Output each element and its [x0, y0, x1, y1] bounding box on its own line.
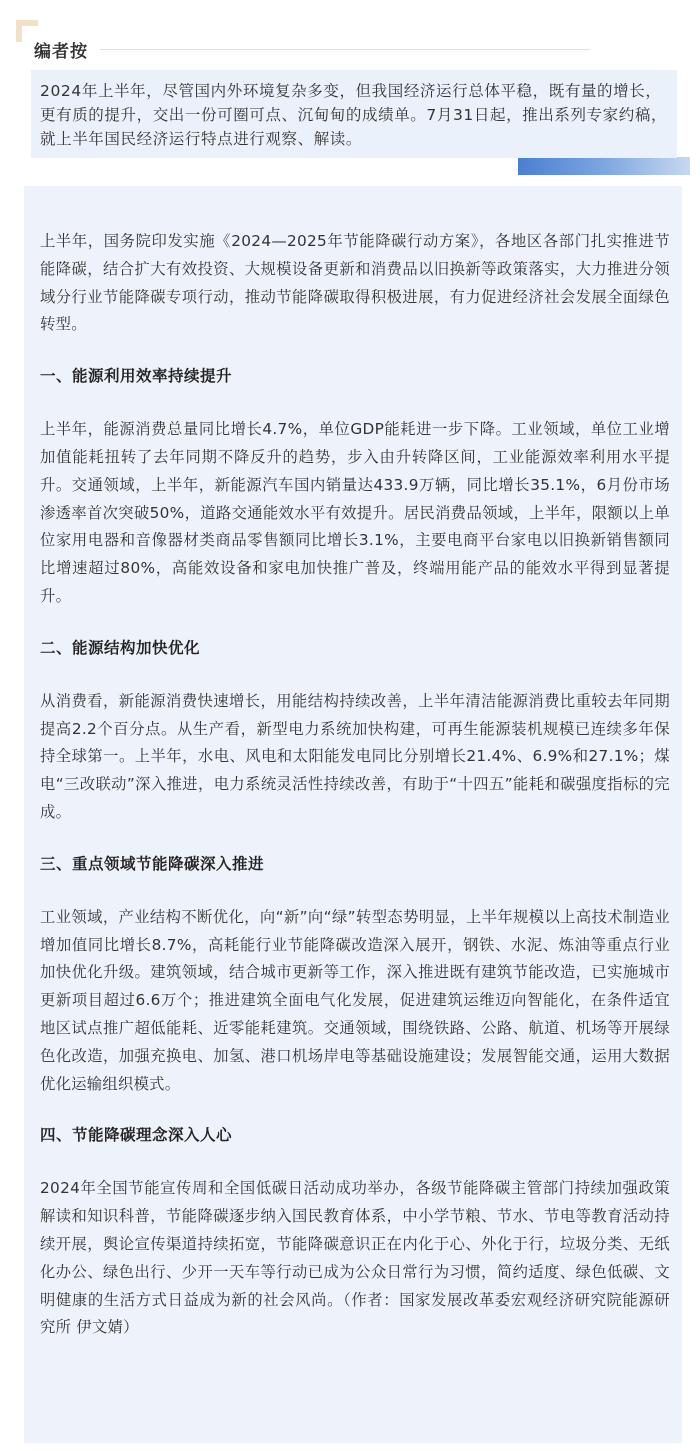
- intro-paragraph: 上半年，国务院印发实施《2024—2025年节能降碳行动方案》，各地区各部门扎实推进节能降碳，结合扩大有效投资、大规模设备更新和消费品以旧换新等政策落实，大力推进分领域分行业节能降碳专项行动，推动节能降碳取得积极进展，有力促进经济社会发展全面绿色转型。: [40, 232, 670, 334]
- section-body-1: 上半年，能源消费总量同比增长4.7%，单位GDP能耗进一步下降。工业领域，单位工业增加值能耗扭转了去年同期不降反升的趋势，步入由升转降区间，工业能源效率利用水平提升。交通领域，上半年，新能源汽车国内销量达433.9万辆，同比增长35.1%，6月份市场渗透率首次突破50%，道路交通能效水平有效提升。居民消费品领域，上半年，限额以上单位家用电器和音像器材类商品零售额同比增长3.1%，主要电商平台家电以旧换新销售额同比增速超过80%，高能效设备和家电加快推广普及，终端用能产品的能效水平得到显著提升。: [40, 420, 670, 605]
- section-heading-1: 一、能源利用效率持续提升: [40, 367, 233, 386]
- editor-note-title: 编者按: [34, 42, 88, 62]
- title-divider: [100, 49, 590, 50]
- editor-note-box: [31, 70, 677, 158]
- section-body-4: 2024年全国节能宣传周和全国低碳日活动成功举办，各级节能降碳主管部门持续加强政策解读和知识科普，节能降碳逐步纳入国民教育体系，中小学节粮、节水、节电等教育活动持续开展，舆论宣传渠道持续拓宽，节能降碳意识正在内化于心、外化于行，垃圾分类、无纸化办公、绿色出行、少开一天车等行动已成为公众日常行为习惯，简约适度、绿色低碳、文明健康的生活方式日益成为新的社会风尚。（作者：国家发展改革委宏观经济研究院能源研究所 伊文婧）: [40, 1179, 670, 1337]
- section-body-3: 工业领域，产业结构不断优化，向“新”向“绿”转型态势明显，上半年规模以上高技术制造业增加值同比增长8.7%，高耗能行业节能降碳改造深入展开，钢铁、水泥、炼油等重点行业加快优化升级。建筑领域，结合城市更新等工作，深入推进既有建筑节能改造，已实施城市更新项目超过6.6万个；推进建筑全面电气化发展，促进建筑运维迈向智能化，在条件适宜地区试点推广超低能耗、近零能耗建筑。交通领域，围绕铁路、公路、航道、机场等开展绿色化改造，加强充换电、加氢、港口机场岸电等基础设施建设；发展智能交通，运用大数据优化运输组织模式。: [40, 907, 670, 1093]
- section-body-2: 从消费看，新能源消费快速增长，用能结构持续改善，上半年清洁能源消费比重较去年同期提高2.2个百分点。从生产看，新型电力系统加快构建，可再生能源装机规模已连续多年保持全球第一。上半年，水电、风电和太阳能发电同比分别增长21.4%、6.9%和27.1%；煤电“三改联动”深入推进，电力系统灵活性持续改善，有助于“十四五”能耗和碳强度指标的完成。: [40, 691, 670, 821]
- note-accent-bar: [518, 157, 690, 175]
- section-heading-3: 三、重点领域节能降碳深入推进: [40, 854, 265, 873]
- editor-note-text: 2024年上半年，尽管国内外环境复杂多变，但我国经济运行总体平稳，既有量的增长，更有质的提升，交出一份可圈可点、沉甸甸的成绩单。7月31日起，推出系列专家约稿，就上半年国民经济运行特点进行观察、解读。: [40, 82, 668, 148]
- section-heading-4: 四、节能降碳理念深入人心: [40, 1126, 233, 1145]
- section-heading-2: 二、能源结构加快优化: [40, 638, 201, 657]
- article-body: [24, 186, 682, 1443]
